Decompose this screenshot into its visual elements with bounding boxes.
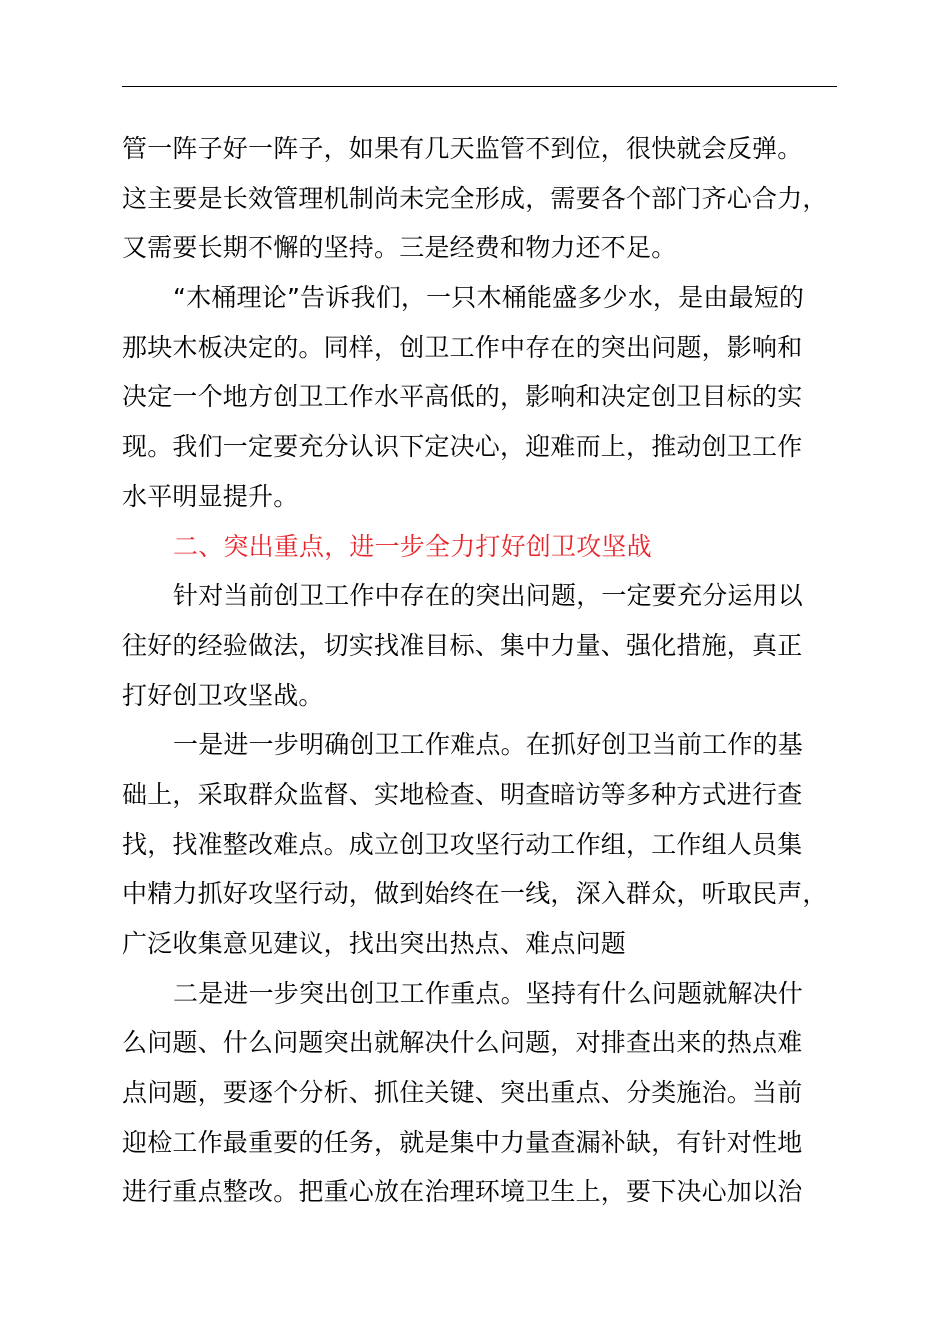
section-heading: 二、突出重点，进一步全力打好创卫攻坚战 xyxy=(173,531,652,561)
document-body xyxy=(122,124,867,1217)
paragraph-start-line: 一是进一步明确创卫工作难点。在抓好创卫当前工作的基 xyxy=(173,730,804,760)
text-line: 中精力抓好攻坚行动，做到始终在一线，深入群众，听取民声， xyxy=(122,879,828,909)
text-line: 又需要长期不懈的坚持。三是经费和物力还不足。 xyxy=(122,233,677,263)
text-line: 这主要是长效管理机制尚未完全形成，需要各个部门齐心合力， xyxy=(122,183,828,213)
text-line: 迎检工作最重要的任务，就是集中力量查漏补缺，有针对性地 xyxy=(122,1127,803,1157)
text-line: 么问题、什么问题突出就解决什么问题，对排查出来的热点难 xyxy=(122,1028,803,1058)
header-rule xyxy=(122,86,837,87)
text-line: 础上，采取群众监督、实地检查、明查暗访等多种方式进行查 xyxy=(122,779,803,809)
text-line: 管一阵子好一阵子，如果有几天监管不到位，很快就会反弹。 xyxy=(122,134,803,163)
text-line: 打好创卫攻坚战。 xyxy=(122,680,324,710)
text-line: 现。我们一定要充分认识下定决心，迎难而上，推动创卫工作 xyxy=(122,432,803,462)
paragraph-start-line: 二是进一步突出创卫工作重点。坚持有什么问题就解决什 xyxy=(173,978,804,1008)
text-line: 点问题，要逐个分析、抓住关键、突出重点、分类施治。当前 xyxy=(122,1078,803,1108)
text-line: 那块木板决定的。同样，创卫工作中存在的突出问题，影响和 xyxy=(122,332,803,362)
text-line: 进行重点整改。把重心放在治理环境卫生上，要下决心加以治 xyxy=(122,1177,803,1207)
text-line: 广泛收集意见建议，找出突出热点、难点问题 xyxy=(122,929,627,958)
paragraph-start-line: “木桶理论”告诉我们，一只木桶能盛多少水，是由最短的 xyxy=(173,283,805,313)
text-line: 水平明显提升。 xyxy=(122,481,299,511)
text-line: 找，找准整改难点。成立创卫攻坚行动工作组，工作组人员集 xyxy=(122,829,803,859)
paragraph-start-line: 针对当前创卫工作中存在的突出问题，一定要充分运用以 xyxy=(173,581,804,611)
text-line: 往好的经验做法，切实找准目标、集中力量、强化措施，真正 xyxy=(122,630,803,660)
text-line: 决定一个地方创卫工作水平高低的，影响和决定创卫目标的实 xyxy=(122,382,803,412)
